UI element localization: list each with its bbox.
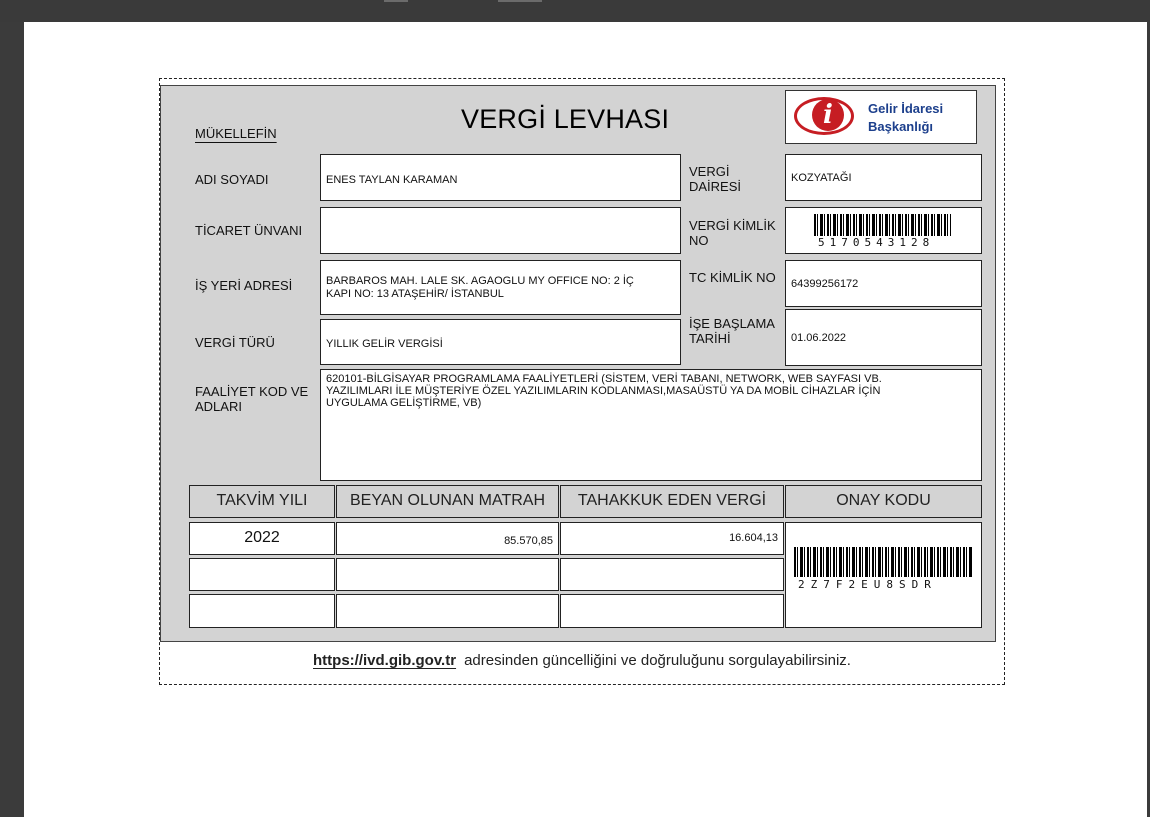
cell-vergi-row3 <box>560 594 784 628</box>
document-title: VERGİ LEVHASI <box>461 104 670 134</box>
field-adi-soyadi <box>320 154 681 201</box>
field-ise-baslama <box>785 309 982 366</box>
value-onay-kodu: 2Z7F2EU8SDR <box>798 578 937 591</box>
label-vergi-turu: VERGİ TÜRÜ <box>195 335 275 350</box>
label-is-yeri-adresi: İŞ YERİ ADRESİ <box>195 278 293 293</box>
logo-text-line2: Başkanlığı <box>868 119 934 134</box>
value-tc-kimlik-no: 64399256172 <box>791 278 859 290</box>
cell-matrah-row2 <box>336 558 559 591</box>
label-faaliyet <box>195 384 308 414</box>
cell-yil-row2 <box>189 558 335 591</box>
label-ise-baslama <box>689 316 775 346</box>
value-faaliyet-line2: YAZILIMLARI İLE MÜŞTERİYE ÖZEL YAZILIMLARIN KODLANMASI,MASAÜSTÜ YA DA MOBİL CİHAZLAR İÇİN <box>326 385 881 397</box>
label-vergi-dairesi-line2: DAİRESİ <box>689 179 742 194</box>
value-vergi-kimlik-no: 5170543128 <box>818 236 935 249</box>
label-ise-baslama-line1: İŞE BAŞLAMA <box>689 316 775 331</box>
document-page <box>24 22 1147 817</box>
field-vergi-turu <box>320 319 681 365</box>
value-ise-baslama: 01.06.2022 <box>791 332 847 344</box>
label-vergi-kimlik-no <box>689 218 776 248</box>
value-adres-line2: KAPI NO: 13 ATAŞEHİR/ İSTANBUL <box>326 288 504 300</box>
label-ticaret-unvani: TİCARET ÜNVANI <box>195 223 303 238</box>
value-faaliyet-line3: UYGULAMA GELİŞTİRME, VB) <box>326 397 482 409</box>
toolbar-indicator <box>384 0 408 2</box>
field-faaliyet <box>320 369 982 481</box>
cell-matrah-row1: 85.570,85 <box>336 522 559 555</box>
onay-barcode-icon <box>794 547 972 577</box>
label-vergi-dairesi <box>689 164 741 194</box>
label-faaliyet-line2: ADLARI <box>195 399 242 414</box>
cell-matrah-row3 <box>336 594 559 628</box>
field-vergi-dairesi <box>785 154 982 201</box>
header-onay-kodu: ONAY KODU <box>785 485 982 518</box>
logo-i-icon: i <box>812 99 844 131</box>
field-ticaret-unvani <box>320 207 681 254</box>
value-vergi-dairesi: KOZYATAĞI <box>791 172 852 184</box>
tax-plate-cutout <box>159 78 1005 685</box>
label-vergi-dairesi-line1: VERGİ <box>689 164 730 179</box>
verification-link[interactable]: https://ivd.gib.gov.tr <box>313 652 457 669</box>
vkn-barcode-icon <box>814 214 951 236</box>
cell-yil-row1: 2022 <box>189 522 335 555</box>
label-faaliyet-line1: FAALİYET KOD VE <box>195 384 309 399</box>
field-tc-kimlik-no <box>785 260 982 307</box>
toolbar-indicator <box>498 0 542 2</box>
header-takvim-yili: TAKVİM YILI <box>189 485 335 518</box>
value-adi-soyadi: ENES TAYLAN KARAMAN <box>326 174 458 186</box>
value-faaliyet-line1: 620101-BİLGİSAYAR PROGRAMLAMA FAALİYETLERİ (SİSTEM, VERİ TABANI, NETWORK, WEB SAYFASI VB. <box>326 373 882 385</box>
label-vkn-line1: VERGİ KİMLİK <box>689 218 776 233</box>
value-vergi-turu: YILLIK GELİR VERGİSİ <box>326 338 443 350</box>
viewer-toolbar <box>0 0 1150 22</box>
gib-logo <box>785 90 977 144</box>
verification-text: adresinden güncelliğini ve doğruluğunu sorgulayabilirsiniz. <box>464 652 851 669</box>
logo-text-line1: Gelir İdaresi <box>868 101 944 116</box>
field-is-yeri-adresi <box>320 260 681 315</box>
label-adi-soyadi: ADI SOYADI <box>195 172 269 187</box>
label-tc-kimlik-no: TC KİMLİK NO <box>689 270 776 285</box>
cell-vergi-row2 <box>560 558 784 591</box>
field-vergi-kimlik-no <box>785 207 982 254</box>
value-adres-line1: BARBAROS MAH. LALE SK. AGAOGLU MY OFFICE NO: 2 İÇ <box>326 275 634 287</box>
cell-yil-row3 <box>189 594 335 628</box>
header-beyan-matrah: BEYAN OLUNAN MATRAH <box>336 485 559 518</box>
label-vkn-line2: NO <box>689 233 709 248</box>
header-tahakkuk-vergi: TAHAKKUK EDEN VERGİ <box>560 485 784 518</box>
label-ise-baslama-line2: TARİHİ <box>689 331 731 346</box>
section-label: MÜKELLEFİN <box>195 126 277 141</box>
cell-vergi-row1: 16.604,13 <box>560 522 784 555</box>
tax-plate-panel <box>160 85 996 642</box>
verification-footer <box>160 652 1004 669</box>
cell-onay-kodu <box>785 522 982 628</box>
